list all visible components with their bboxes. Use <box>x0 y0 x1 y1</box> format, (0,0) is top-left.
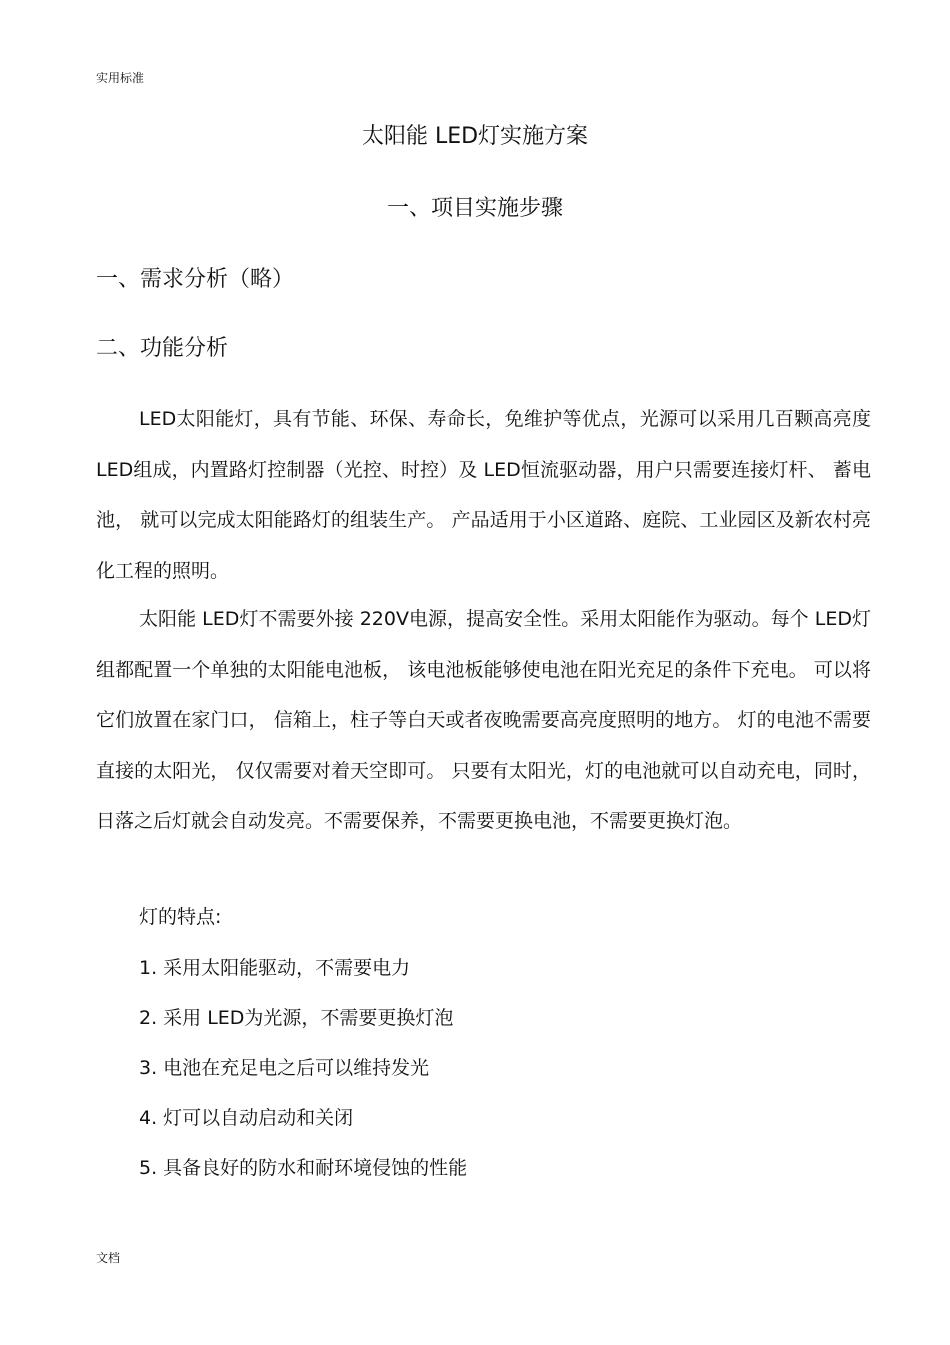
feature-item: 5. 具备良好的防水和耐环境侵蚀的性能 <box>139 1157 468 1179</box>
paragraph-overview: LED太阳能灯，具有节能、环保、寿命长，免维护等优点，光源可以采用几百颗高亮度 LED组成，内置路灯控制器（光控、时控）及 LED恒流驱动器，用户只需要连接灯杆、 蓄电池， 就可以完成太阳能路灯的组装生产。 产品适用于小区道路、庭院、工业园区及新农村亮化工程的照明。 <box>96 408 871 582</box>
feature-item: 4. 灯可以自动启动和关闭 <box>139 1107 354 1129</box>
document-title: 太阳能 LED灯实施方案 <box>361 124 589 149</box>
paragraph-power: 太阳能 LED灯不需要外接 220V电源，提高安全性。采用太阳能作为驱动。每个 LED灯组都配置一个单独的太阳能电池板， 该电池板能够使电池在阳光充足的条件下充电。 可以将它们放置在家门口， 信箱上，柱子等白天或者夜晚需要高亮度照明的地方。 灯的电池不需要直接的太阳光， 仅仅需要对着天空即可。 只要有太阳光，灯的电池就可以自动充电，同时，日落之后灯就会自动发亮。不需要保养，不需要更换电池，不需要更换灯泡。 <box>96 608 871 832</box>
section-heading-requirements: 一、需求分析（略） <box>96 267 295 292</box>
feature-item: 1. 采用太阳能驱动，不需要电力 <box>139 957 411 979</box>
section-heading-function: 二、功能分析 <box>96 336 229 361</box>
footer-note: 文档 <box>96 1251 121 1265</box>
feature-item: 2. 采用 LED为光源，不需要更换灯泡 <box>139 1007 454 1029</box>
features-title: 灯的特点: <box>139 906 222 928</box>
header-note: 实用标准 <box>96 71 145 85</box>
feature-item: 3. 电池在充足电之后可以维持发光 <box>139 1057 430 1079</box>
document-subtitle: 一、项目实施步骤 <box>386 196 563 221</box>
